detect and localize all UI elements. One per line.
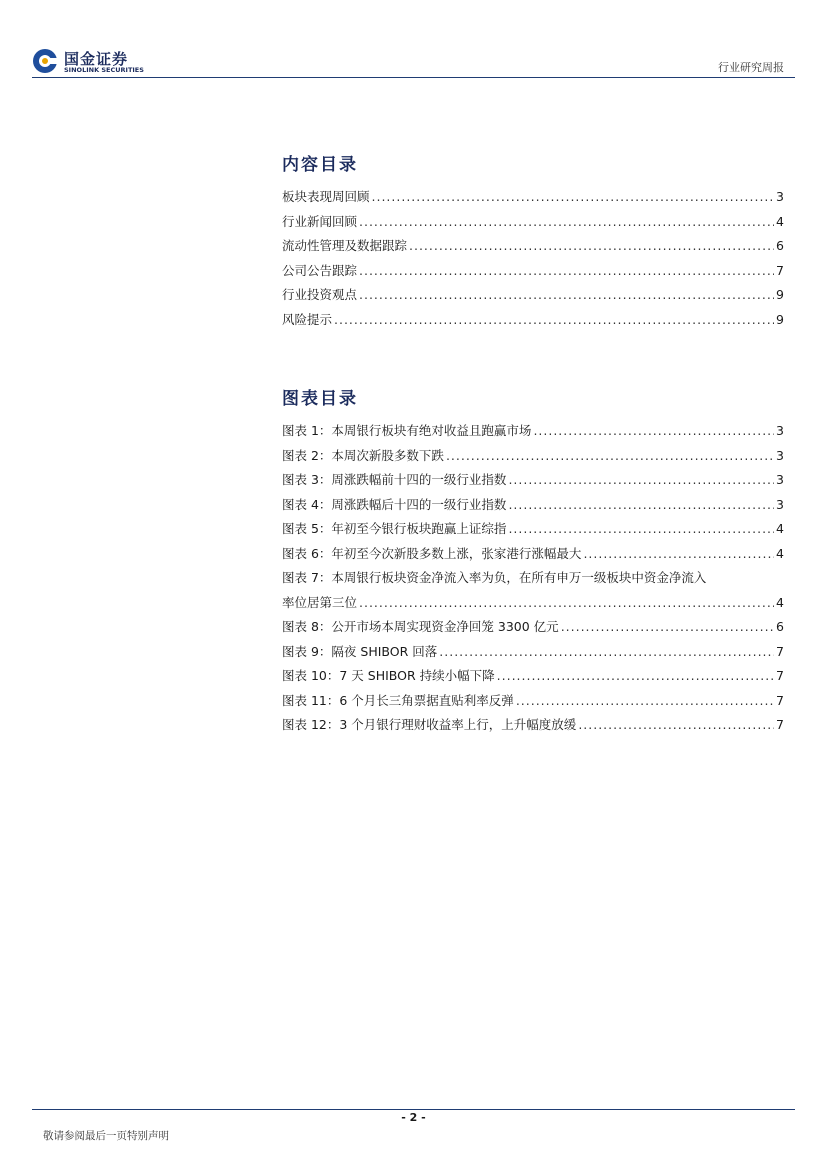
toc-entry[interactable]	[282, 210, 784, 235]
figure-list	[282, 419, 784, 738]
toc-entry-page: 6	[776, 238, 784, 253]
figures-entry[interactable]	[282, 689, 784, 714]
figures-entry-label: 图表 9：隔夜 SHIBOR 回落	[282, 643, 438, 659]
report-type-label: 行业研究周报	[718, 61, 784, 74]
footer-divider	[32, 1109, 795, 1110]
figures-entry[interactable]	[282, 493, 784, 518]
table-of-contents	[282, 150, 784, 332]
figures-entry-label: 图表 5：年初至今银行板块跑赢上证综指	[282, 521, 507, 536]
dot-leader	[334, 308, 774, 333]
logo-mark-icon	[32, 48, 58, 74]
figures-entry-label: 图表 11：6 个月长三角票据直贴利率反弹	[282, 692, 514, 708]
figures-entry[interactable]	[282, 419, 784, 444]
dot-leader	[359, 283, 774, 308]
toc-entry-page: 9	[776, 311, 784, 327]
figures-entry-page: 6	[776, 619, 784, 634]
toc-entry-label: 行业投资观点	[282, 287, 358, 302]
toc-entry[interactable]	[282, 283, 784, 308]
figures-entry-page: 3	[776, 472, 784, 487]
dot-leader	[359, 210, 774, 235]
figures-entry-label: 图表 6：年初至今次新股多数上涨，张家港行涨幅最大	[282, 545, 582, 561]
figures-entry[interactable]	[282, 664, 784, 689]
figures-entry-page: 7	[776, 717, 784, 732]
dot-leader	[497, 664, 774, 689]
toc-entry-label: 板块表现周回顾	[282, 189, 370, 204]
figures-entry[interactable]	[282, 444, 784, 469]
figures-title: 图表目录	[282, 389, 358, 409]
toc-entry-label: 流动性管理及数据跟踪	[282, 238, 408, 253]
figures-entry-page: 7	[776, 668, 784, 683]
dot-leader	[533, 419, 774, 444]
toc-entry[interactable]	[282, 308, 784, 333]
toc-entry-label: 风险提示	[282, 311, 333, 327]
figures-entry-label: 图表 4：周涨跌幅后十四的一级行业指数	[282, 496, 507, 512]
figures-entry-label: 图表 2：本周次新股多数下跌	[282, 447, 444, 463]
dot-leader	[583, 542, 774, 567]
figures-entry-page: 4	[776, 594, 784, 610]
page-number: - 2 -	[401, 1111, 426, 1124]
dot-leader	[372, 185, 775, 210]
figures-entry-label: 图表 3：周涨跌幅前十四的一级行业指数	[282, 472, 507, 487]
dot-leader	[359, 591, 774, 616]
toc-title: 内容目录	[282, 155, 358, 175]
figures-entry[interactable]	[282, 615, 784, 640]
dot-leader	[578, 713, 774, 738]
company-logo	[32, 46, 162, 78]
toc-entry-page: 7	[776, 262, 784, 278]
dot-leader	[508, 517, 774, 542]
toc-entry-label: 公司公告跟踪	[282, 262, 358, 278]
figures-entry[interactable]	[282, 468, 784, 493]
toc-entry-page: 4	[776, 213, 784, 229]
toc-list	[282, 185, 784, 332]
figure-index	[282, 384, 784, 738]
figures-entry-label: 图表 10：7 天 SHIBOR 持续小幅下降	[282, 668, 495, 683]
disclaimer-note: 敬请参阅最后一页特别声明	[43, 1130, 169, 1142]
figures-entry-page: 4	[776, 521, 784, 536]
toc-entry-label: 行业新闻回顾	[282, 213, 358, 229]
dot-leader	[516, 689, 774, 714]
toc-entry-page: 9	[776, 287, 784, 302]
figures-entry-label: 图表 1：本周银行板块有绝对收益且跑赢市场	[282, 423, 532, 438]
dot-leader	[439, 640, 774, 665]
dot-leader	[561, 615, 774, 640]
dot-leader	[409, 234, 774, 259]
dot-leader	[508, 468, 774, 493]
figures-entry-page: 3	[776, 447, 784, 463]
logo-chinese-name: 国金证券	[64, 50, 129, 68]
figures-entry[interactable]	[282, 517, 784, 542]
figures-entry-label: 率位居第三位	[282, 594, 358, 610]
figures-entry-label: 图表 8：公开市场本周实现资金净回笼 3300 亿元	[282, 619, 559, 634]
dot-leader	[446, 444, 774, 469]
header-divider	[32, 77, 795, 78]
figures-entry-page: 4	[776, 545, 784, 561]
toc-entry-page: 3	[776, 189, 784, 204]
logo-english-name: SINOLINK SECURITIES	[64, 66, 144, 74]
figures-entry[interactable]	[282, 591, 784, 616]
figures-entry-page: 3	[776, 496, 784, 512]
dot-leader	[508, 493, 774, 518]
toc-entry[interactable]	[282, 185, 784, 210]
toc-entry[interactable]	[282, 234, 784, 259]
figures-entry[interactable]	[282, 713, 784, 738]
dot-leader	[359, 259, 774, 284]
figures-entry-page: 3	[776, 423, 784, 438]
figures-entry-label: 图表 12：3 个月银行理财收益率上行，上升幅度放缓	[282, 717, 577, 732]
figures-entry-page: 7	[776, 643, 784, 659]
figures-entry[interactable]	[282, 640, 784, 665]
figures-entry[interactable]	[282, 542, 784, 567]
toc-entry[interactable]	[282, 259, 784, 284]
figures-entry-line1[interactable]: 图表 7：本周银行板块资金净流入率为负，在所有申万一级板块中资金净流入	[282, 570, 707, 585]
figures-entry-page: 7	[776, 692, 784, 708]
